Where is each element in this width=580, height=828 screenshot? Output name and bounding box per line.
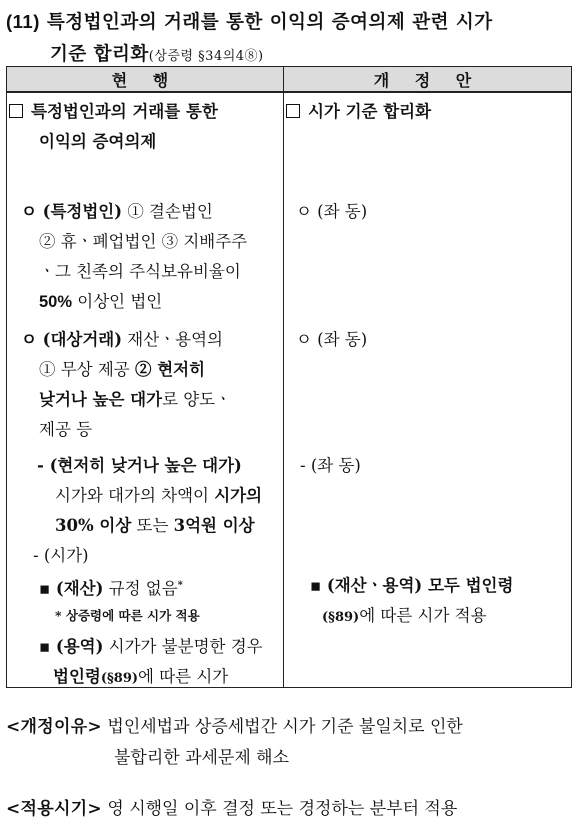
- amendment-reason: [6, 712, 572, 774]
- table-header-row: [7, 67, 572, 93]
- table-body-row: [7, 92, 572, 688]
- current-column: [7, 92, 284, 688]
- checkbox-square-icon: [9, 104, 23, 118]
- proposed-heading: 시가 기준 합리화: [286, 97, 571, 127]
- title-text-2: 기준 합리화: [50, 44, 149, 65]
- special-corporation-block: ㅇ (특정법인) ① 결손법인 ② 휴ㆍ폐업법인 ③ 지배주주 ㆍ그 친족의 주식보유비율이 50% 이상인 법인: [21, 202, 248, 311]
- checkbox-square-icon: [286, 104, 300, 118]
- same-as-left-1: ㅇ (좌 동): [296, 202, 368, 221]
- same-as-left-2: ㅇ (좌 동): [296, 330, 368, 349]
- target-transaction-block: ㅇ (대상거래) 재산ㆍ용역의 ① 무상 제공 ② 현저히 낮거나 높은 대가로 양도ㆍ 제공 등: [21, 330, 232, 439]
- comparison-table: [6, 66, 572, 688]
- effective-text: 영 시행일 이후 결정 또는 경정하는 분부터 적용: [107, 799, 458, 819]
- header-current: 현 행: [7, 67, 284, 93]
- market-price-block: - (시가) ▪ (재산) 규정 없음* * 상증령에 따른 시가 적용 ▪ (용역) 시가가 불분명한 경우 법인령(§89)에 따른 시가: [33, 546, 263, 686]
- reason-label: <개정이유>: [6, 717, 102, 737]
- proposed-market-price: ▪ (재산ㆍ용역) 모두 법인령 (§89)에 따른 시가 적용: [310, 576, 514, 625]
- title-line-1: [6, 6, 572, 39]
- title-text-1: 특정법인과의 거래를 통한 이익의 증여의제 관련 시가: [46, 12, 493, 33]
- reason-line-2: 불합리한 과세문제 해소: [114, 748, 290, 768]
- reason-line-1: 법인세법과 상증세법간 시가 기준 불일치로 인한: [107, 717, 463, 737]
- effective-date: [6, 794, 572, 825]
- title-number: (11): [6, 11, 40, 32]
- proposed-column: [284, 92, 572, 688]
- header-proposed: 개 정 안: [284, 67, 572, 93]
- section-title: [6, 6, 572, 73]
- effective-label: <적용시기>: [6, 799, 102, 819]
- significant-price-block: - (현저히 낮거나 높은 대가) 시가와 대가의 차액이 시가의 30% 이상 또는 3억원 이상: [37, 456, 263, 535]
- current-heading: 특정법인과의 거래를 통한 이익의 증여의제: [9, 97, 283, 157]
- title-reference: (상증령 §34의4⑧): [148, 49, 264, 64]
- same-as-left-3: - (좌 동): [300, 456, 361, 475]
